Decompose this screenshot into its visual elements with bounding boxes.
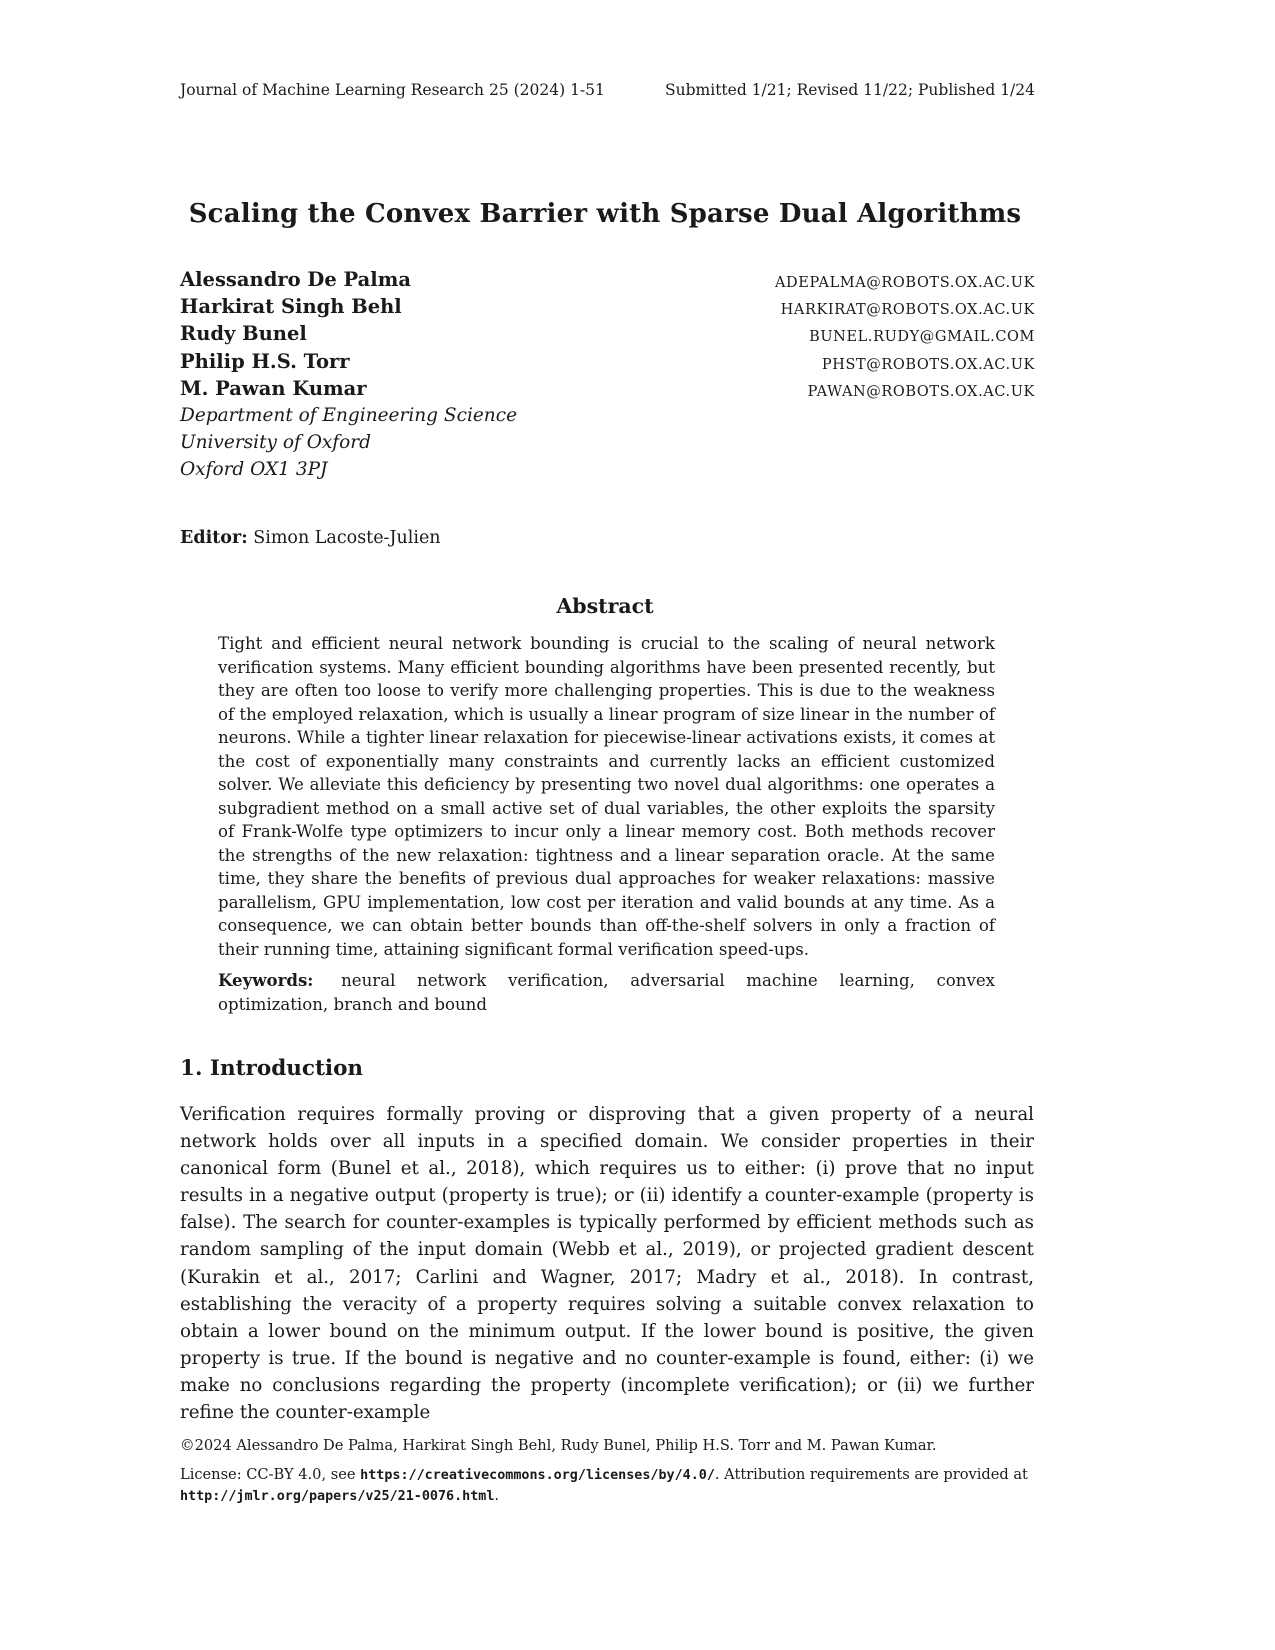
author-name: Alessandro De Palma: [180, 268, 411, 291]
author-name: M. Pawan Kumar: [180, 376, 367, 400]
author-email: ADEPALMA@ROBOTS.OX.AC.UK: [774, 275, 1035, 291]
author-name: Harkirat Singh Behl: [180, 295, 402, 319]
license-link[interactable]: https://creativecommons.org/licenses/by/4.0/: [360, 1468, 715, 1483]
editor-name: Simon Lacoste-Julien: [253, 528, 441, 548]
author-block: [180, 266, 517, 484]
editor-line: [180, 528, 441, 548]
affiliation-line: University of Oxford: [180, 432, 371, 454]
author-email: PHST@ROBOTS.OX.AC.UK: [821, 356, 1035, 373]
section-heading: 1. Introduction: [180, 1056, 364, 1081]
author-email: HARKIRAT@ROBOTS.OX.AC.UK: [780, 302, 1035, 319]
editor-label: Editor:: [180, 528, 248, 548]
license-notice: [180, 1465, 1034, 1507]
keywords-text: neural network verification, adversarial machine learning, convex optimization, branch and bound: [218, 971, 995, 1014]
abstract-text: Tight and efficient neural network bounding is crucial to the scaling of neural network verification systems. Many efficient bounding algorithms have been presented recently, but they are often too loose to verify more challenging properties. This is due to the weakness of the employed relaxation, which is usually a linear program of size linear in the number of neurons. While a tighter linear relaxation for piecewise-linear activations exists, it comes at the cost of exponentially many constraints and currently lacks an efficient customized solver. We alleviate this deficiency by presenting two novel dual algorithms: one operates a subgradient method on a small active set of dual variables, the other exploits the sparsity of Frank-Wolfe type optimizers to incur only a linear memory cost. Both methods recover the strengths of the new relaxation: tightness and a linear separation oracle. At the same time, they share the benefits of previous dual approaches for weaker relaxations: massive parallelism, GPU implementation, low cost per iteration and valid bounds at any time. As a consequence, we can obtain better bounds than off-the-shelf solvers in only a fraction of their running time, attaining significant formal verification speed-ups.: [218, 634, 995, 959]
keywords-label: Keywords:: [218, 970, 314, 990]
license-prefix: License: CC-BY 4.0, see: [180, 1466, 356, 1483]
abstract-heading: Abstract: [556, 594, 654, 618]
license-middle: . Attribution requirements are provided at: [714, 1466, 1028, 1483]
paper-title: Scaling the Convex Barrier with Sparse Dual Algorithms: [188, 199, 1022, 229]
license-end: .: [494, 1487, 500, 1504]
affiliation-line: Department of Engineering Science: [180, 405, 518, 427]
author-email: BUNEL.RUDY@GMAIL.COM: [809, 329, 1035, 346]
section-body-text: Verification requires formally proving or disproving that a given property of a neural network holds over all inputs in a specified domain. We consider properties in their canonical form (Bunel et al., 2018), which requires us to either: (i) prove that no input results in a negative output (property is true); or (ii) identify a counter-example (property is false). The search for counter-examples is typically performed by efficient methods such as random sampling of the input domain (Webb et al., 2019), or projected gradient descent (Kurakin et al., 2017; Carlini and Wagner, 2017; Madry et al., 2018). In contrast, establishing the veracity of a property requires solving a suitable convex relaxation to obtain a lower bound on the minimum output. If the lower bound is positive, the given property is true. If the bound is negative and no counter-example is found, either: (i) we make no conclusions regarding the property (incomplete verification); or (ii) we further refine the counter-example: [180, 1104, 1034, 1424]
copyright-notice: ©2024 Alessandro De Palma, Harkirat Singh Behl, Rudy Bunel, Philip H.S. Torr and M. Pawan Kumar.: [180, 1437, 937, 1454]
email-block: [775, 270, 1035, 406]
attribution-link[interactable]: http://jmlr.org/papers/v25/21-0076.html: [180, 1489, 495, 1504]
running-header-journal: Journal of Machine Learning Research 25 (2024) 1-51: [180, 81, 605, 99]
author-name: Philip H.S. Torr: [180, 349, 350, 373]
author-email: PAWAN@ROBOTS.OX.AC.UK: [807, 383, 1035, 400]
author-name: Rudy Bunel: [180, 322, 307, 346]
keywords-block: [218, 969, 995, 1016]
affiliation-line: Oxford OX1 3PJ: [180, 459, 328, 481]
running-header-dates: Submitted 1/21; Revised 11/22; Published 1/24: [665, 81, 1035, 99]
